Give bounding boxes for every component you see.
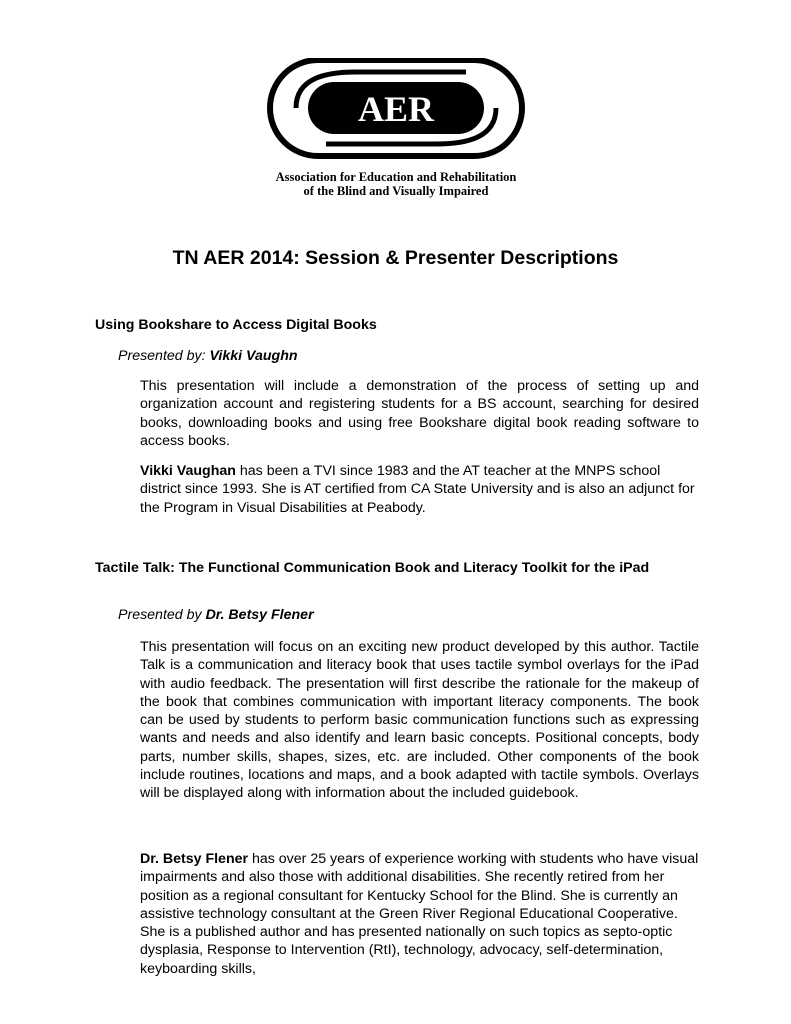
presented-by-label: Presented by — [118, 607, 202, 623]
bio-text: has been a TVI since 1983 and the AT teacher at the MNPS school district since 1993. She is AT certified from CA State University and is also an adjunct for the Program in Visual Disabilities at Peabody. — [140, 463, 695, 516]
session-1-description: This presentation will include a demonstration of the process of setting up and organization account and registering students for a BS account, searching for desired books, downloading books and using free Bookshare digital book reading software to access books. — [140, 378, 699, 449]
bio-name: Vikki Vaughan — [140, 463, 236, 479]
session-1-presenter-line — [118, 348, 298, 364]
session-1-bio — [140, 462, 699, 517]
session-2-title: Tactile Talk: The Functional Communication Book and Literacy Toolkit for the iPad — [95, 560, 650, 576]
bio-text: has over 25 years of experience working with students who have visual impairments and also those with additional disabilities. She recently retired from her position as a regional consultant for Kentucky School for the Blind. She is currently an assistive technology consultant at the Green River Regional Educational Cooperative. She is a published author and has presented nationally on such topics as septo-optic dysplasia, Response to Intervention (RtI), technology, advocacy, self-determination, keyboarding skills, — [140, 851, 699, 977]
aer-logo-emblem — [266, 58, 526, 162]
session-1-title: Using Bookshare to Access Digital Books — [95, 317, 377, 333]
session-2-presenter-line — [118, 607, 314, 623]
aer-logo — [266, 58, 526, 198]
bio-name: Dr. Betsy Flener — [140, 851, 249, 867]
organization-name — [266, 170, 526, 198]
session-2-description: This presentation will focus on an exciting new product developed by this author. Tactile Talk is a communication and literacy book that uses tactile symbol overlays for the iPad with audio feedback. The presentation will first describe the rationale for the makeup of the book that combines communication with important literacy components. The book can be used by students to perform basic communication functions such as expressing wants and needs and also identify and learn basic concepts. Positional concepts, body parts, number skills, shapes, sizes, etc. are included. Other components of the book include routines, locations and maps, and a book adapted with tactile symbols. Overlays will be displayed along with information about the included guidebook. — [140, 639, 699, 802]
presenter-name: Vikki Vaughn — [209, 348, 298, 364]
presenter-name: Dr. Betsy Flener — [205, 607, 314, 623]
session-2-bio — [140, 850, 699, 978]
org-name-line-1: Association for Education and Rehabilitation — [275, 170, 517, 184]
presented-by-label: Presented by: — [118, 348, 206, 364]
document-title: TN AER 2014: Session & Presenter Descriptions — [172, 247, 619, 269]
logo-abbr: AER — [357, 89, 435, 129]
org-name-line-2: of the Blind and Visually Impaired — [303, 184, 489, 198]
